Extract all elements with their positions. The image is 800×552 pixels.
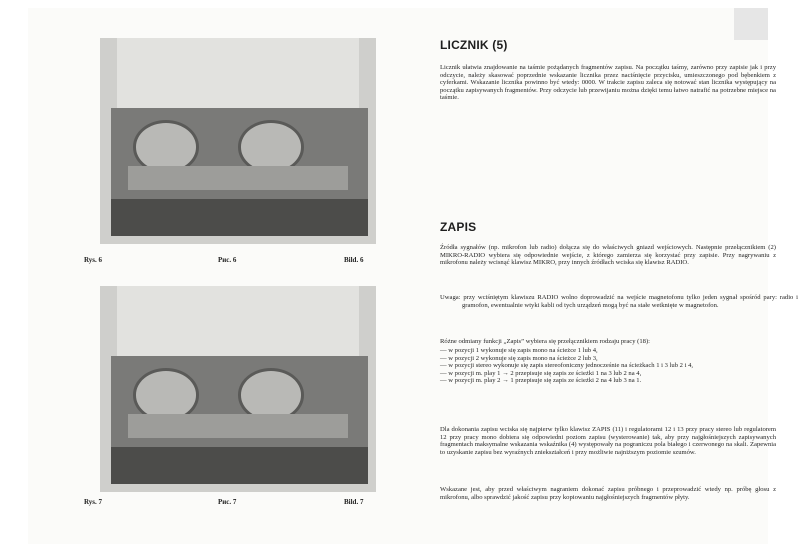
list-item: — w pozycji 2 wykonuje się zapis mono na ścieżce 2 lub 3, (440, 354, 598, 362)
figure-6-caption-pl: Rys. 6 (84, 256, 103, 264)
list-item: — w pozycji stereo wykonuje się zapis stereofoniczny jednocześnie na ścieżkach 1 i 3 lub 2 i 4, (440, 362, 694, 370)
section-heading-licznik: LICZNIK (5) (440, 38, 508, 52)
tape-recorder-photo-7 (100, 286, 376, 492)
zapis-uwaga-note: Uwaga: przy wciśniętym klawiszu RADIO wolno doprowadzić na wejście magnetofonu tylko jeden sygnał spośród pary: radio i gramofon, ewentualnie wtyki kabli od tych urządzeń mogą być na stałe wetknięte w magnetofon. (440, 294, 798, 309)
page-corner-margin (734, 8, 768, 40)
zapis-dokonanie-paragraph: Dla dokonania zapisu wciska się najpierw tylko klawisz ZAPIS (11) i regulatorami 12 i 13 przy pracy stereo lub regulatorem 12 przy pracy mono dobiera się odpowiedni poziom zapisu (wysterowanie) tak, aby przy najgłośniejszych zapisywanych fragmentach maksymalne wskazania wskaźnika (4) występowały na pograniczu pola białego i czerwonego na skali. Zapewnia to uzyskanie zapisu bez wyraźnych zniekształceń i przy możliwie najniższym poziomie szumów. (440, 426, 776, 456)
section-heading-zapis: ZAPIS (440, 220, 477, 234)
document-page (28, 8, 798, 544)
list-item: — w pozycji 1 wykonuje się zapis mono na ścieżce 1 lub 4, (440, 347, 598, 354)
tape-recorder-photo-6 (100, 38, 376, 244)
zapis-intro-paragraph: Źródła sygnałów (np. mikrofon lub radio) dołącza się do właściwych gniazd wejściowych. Następnie przełącznikiem (2) MIKRO-RADIO wybiera się odpowiednie wejście, z którego zamierza się korzystać przy zapisie. Przy nagrywaniu z mikrofonu należy wcisnąć klawisz MIKRO, przy innych źródłach wciska się klawisz RADIO. (440, 244, 776, 267)
list-item: — w pozycji m. play 2 → 1 przepisuje się zapis ze ścieżki 2 na 4 lub 3 na 1. (440, 377, 642, 385)
zapis-funkcje-intro: Różne odmiany funkcji „Zapis” wybiera się przełącznikiem rodzaju pracy (18): (440, 338, 650, 345)
zapis-funkcje-list (440, 347, 776, 385)
list-item: — w pozycji m. play 1 → 2 przepisuje się zapis ze ścieżki 1 na 3 lub 2 na 4, (440, 369, 642, 377)
licznik-paragraph: Licznik ułatwia znajdowanie na taśmie pożądanych fragmentów zapisu. Na początku taśmy, zarówno przy zapisie jak i przy odczycie, należy skasować poprzednie wskazanie licznika przez naciśnięcie przycisku, umieszczonego pod bębenkiem z cyferkami. Wskazanie licznika powinno być wtedy: 0000. W trakcie zapisu zaleca się notować stan licznika występujący na początku zapisywanych fragmentów. Przy odczycie lub przewijaniu można dzięki temu łatwo natrafić na potrzebne miejsce na taśmie. (440, 64, 776, 102)
figure-6-caption-ru: Рис. 6 (218, 256, 237, 264)
figure-7-caption-pl: Rys. 7 (84, 498, 103, 506)
figure-6-caption-de: Bild. 6 (344, 256, 364, 264)
figure-7-caption-ru: Рис. 7 (218, 498, 237, 506)
figure-7-caption-de: Bild. 7 (344, 498, 364, 506)
zapis-wskazane-paragraph: Wskazane jest, aby przed właściwym nagraniem dokonać zapisu próbnego i przeprowadzić wtedy np. próbę głosu z mikrofonu, albo sprawdzić jakość zapisu przy kopiowaniu najgłośniejszych fragmentów płyty. (440, 486, 776, 501)
